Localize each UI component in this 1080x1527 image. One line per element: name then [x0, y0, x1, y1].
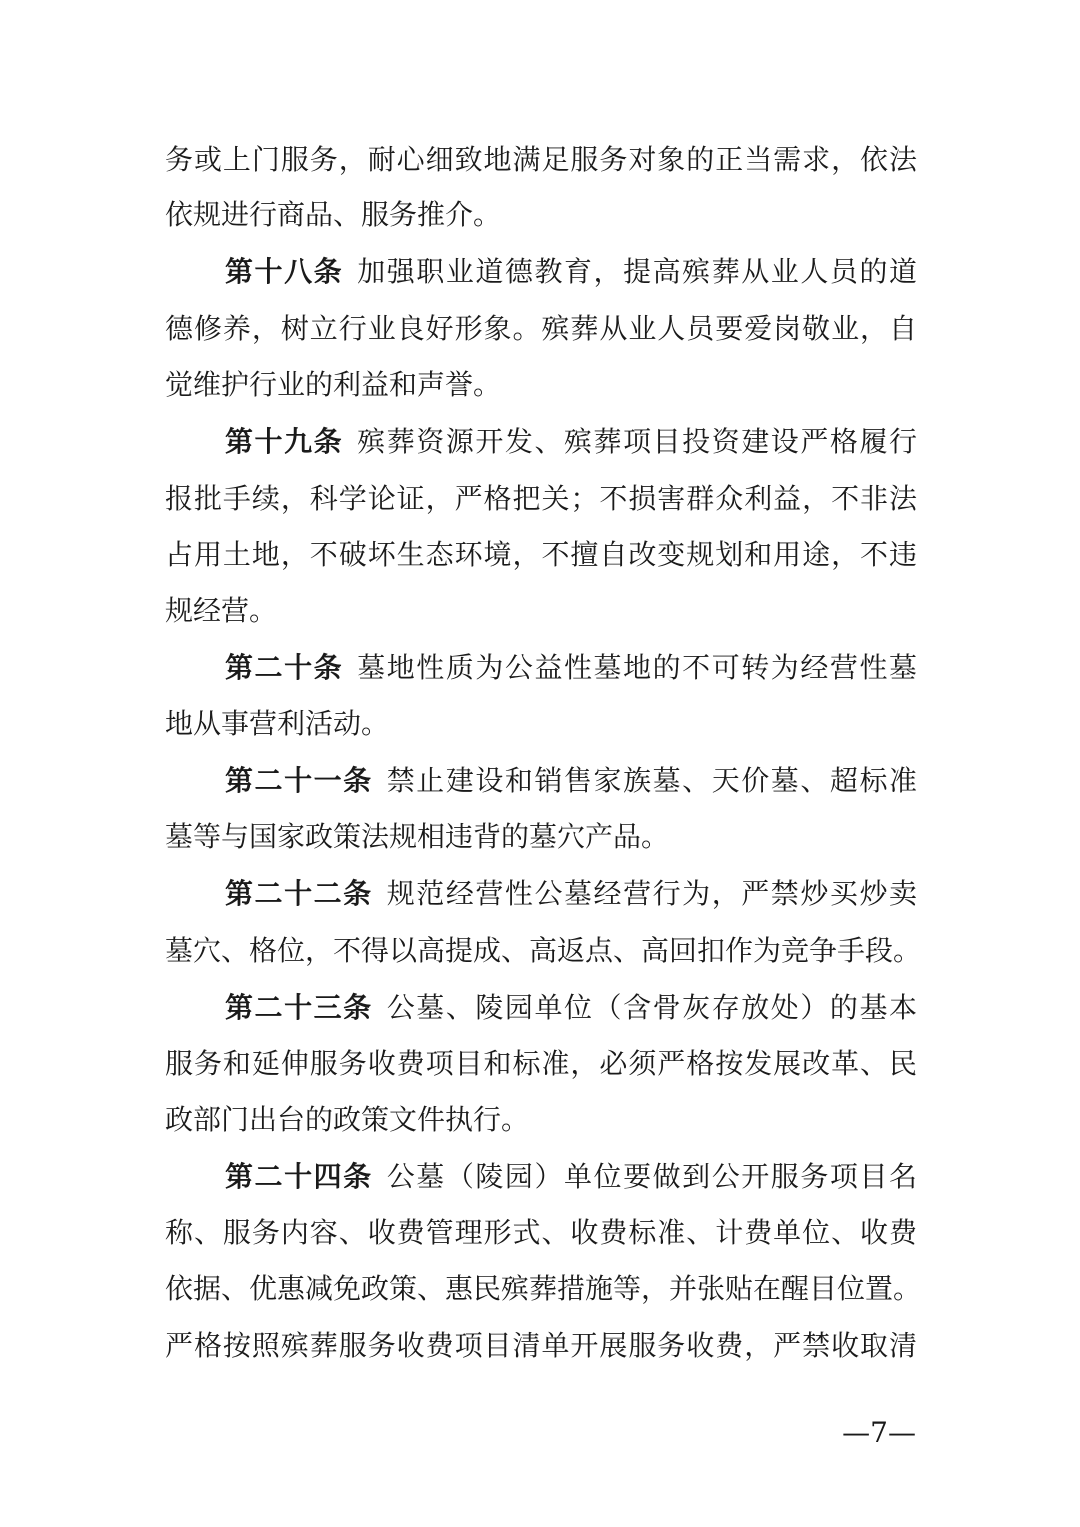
- article-heading: 第二十一条: [225, 764, 373, 797]
- article-23: 第二十三条 公墓、陵园单位（含骨灰存放处）的基本: [225, 991, 917, 1024]
- text-line: 严格按照殡葬服务收费项目清单开展服务收费，严禁收取清: [165, 1329, 917, 1362]
- article-heading: 第二十四条: [225, 1160, 373, 1193]
- text-line: 依据、优惠减免政策、惠民殡葬措施等，并张贴在醒目位置。: [165, 1272, 922, 1305]
- article-heading: 第十八条: [225, 255, 344, 288]
- article-19: 第十九条 殡葬资源开发、殡葬项目投资建设严格履行: [225, 425, 917, 458]
- article-24: 第二十四条 公墓（陵园）单位要做到公开服务项目名: [225, 1160, 917, 1193]
- text-line: 占用土地，不破坏生态环境，不擅自改变规划和用途，不违: [165, 538, 917, 571]
- text-line: 依规进行商品、服务推介。: [165, 198, 502, 231]
- article-heading: 第二十三条: [225, 991, 373, 1024]
- text-line: 服务和延伸服务收费项目和标准，必须严格按发展改革、民: [165, 1047, 917, 1080]
- text-line: 墓穴、格位，不得以高提成、高返点、高回扣作为竞争手段。: [165, 934, 922, 967]
- text-line: 墓等与国家政策法规相违背的墓穴产品。: [165, 820, 670, 853]
- article-heading: 第十九条: [225, 425, 344, 458]
- page-number: —7—: [842, 1416, 916, 1449]
- text-line: 德修养，树立行业良好形象。殡葬从业人员要爱岗敬业，自: [165, 312, 917, 345]
- text-line: 政部门出台的政策文件执行。: [165, 1103, 530, 1136]
- text-line: 觉维护行业的利益和声誉。: [165, 368, 502, 401]
- article-heading: 第二十条: [225, 651, 344, 684]
- article-heading: 第二十二条: [225, 877, 373, 910]
- article-22: 第二十二条 规范经营性公墓经营行为，严禁炒买炒卖: [225, 877, 917, 910]
- article-18: 第十八条 加强职业道德教育，提高殡葬从业人员的道: [225, 255, 917, 288]
- article-20: 第二十条 墓地性质为公益性墓地的不可转为经营性墓: [225, 651, 917, 684]
- article-21: 第二十一条 禁止建设和销售家族墓、天价墓、超标准: [225, 764, 917, 797]
- text-line: 称、服务内容、收费管理形式、收费标准、计费单位、收费: [165, 1216, 917, 1249]
- text-line: 规经营。: [165, 594, 278, 627]
- text-line: 务或上门服务，耐心细致地满足服务对象的正当需求，依法: [165, 143, 917, 176]
- text-line: 报批手续，科学论证，严格把关；不损害群众利益，不非法: [165, 482, 917, 515]
- text-line: 地从事营利活动。: [165, 707, 390, 740]
